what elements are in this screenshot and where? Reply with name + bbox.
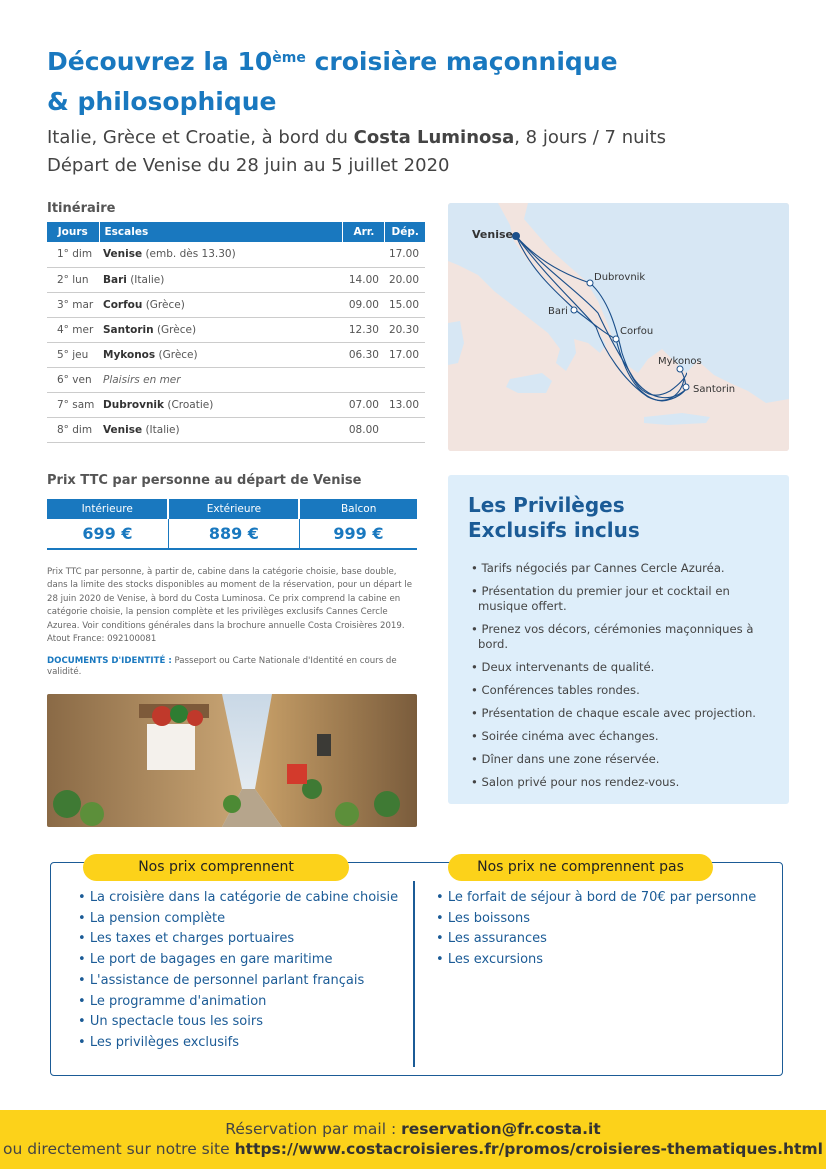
excluded-item-text: Les boissons (447, 910, 531, 926)
included-item-text: La pension complète (89, 910, 226, 926)
privilege-item: • Tarifs négociés par Cannes Cercle Azuréa. (471, 561, 725, 575)
map-label-mykonos: Mykonos (658, 356, 702, 367)
itinerary-note: (Croatie) (164, 398, 214, 411)
privilege-item: • Conférences tables rondes. (471, 683, 640, 697)
itinerary-row (47, 267, 425, 292)
included-item: • Un spectacle tous les soirs (78, 1014, 263, 1030)
itinerary-day: 5° jeu (47, 342, 99, 367)
excluded-item-text: Les assurances (447, 931, 547, 947)
col-header-arrival: Arr. (343, 222, 385, 242)
subtitle-text-b: , 8 jours / 7 nuits (514, 127, 666, 148)
itinerary-port (99, 392, 343, 417)
col-header-ports: Escales (99, 222, 343, 242)
itinerary-body (47, 242, 425, 442)
itinerary-port (99, 292, 343, 317)
included-list (78, 888, 398, 1054)
itinerary-port (99, 317, 343, 342)
included-item: • Le port de bagages en gare maritime (78, 952, 333, 968)
excluded-item: • Le forfait de séjour à bord de 70€ par personne (436, 890, 757, 905)
documents-note (47, 656, 419, 678)
prices-table (47, 499, 417, 550)
port-marker-venise (512, 232, 520, 240)
included-item-text: Le port de bagages en gare maritime (89, 952, 333, 968)
page-title (47, 42, 747, 122)
itinerary-departure: 13.00 (385, 392, 425, 417)
privileges-panel (448, 475, 789, 804)
itinerary-departure: 17.00 (385, 342, 425, 367)
excluded-item: • Les boissons (436, 910, 531, 926)
included-item: • Les privilèges exclusifs (78, 1034, 239, 1050)
privilege-item: • Prenez vos décors, cérémonies maçonniques à bord. (471, 622, 754, 651)
privilege-text: Présentation du premier jour et cocktail en musique offert. (478, 584, 730, 613)
privilege-item: • Deux intervenants de qualité. (471, 660, 655, 674)
itinerary-arrival: 08.00 (343, 417, 385, 442)
included-item: • L'assistance de personnel parlant français (78, 972, 365, 988)
itinerary-day: 2° lun (47, 267, 99, 292)
privilege-item: • Dîner dans une zone réservée. (471, 752, 660, 766)
itinerary-note: (Italie) (126, 273, 165, 286)
privileges-title-line-1: Les Privilèges (468, 493, 625, 517)
itinerary-header-row (47, 222, 425, 242)
subtitle (47, 124, 787, 180)
included-item-text: L'assistance de personnel parlant français (89, 972, 365, 988)
itinerary-row (47, 392, 425, 417)
itinerary-day: 6° ven (47, 367, 99, 392)
privilege-item: • Présentation du premier jour et cocktail en musique offert. (471, 584, 730, 613)
itinerary-row (47, 292, 425, 317)
included-item-text: Les privilèges exclusifs (89, 1034, 239, 1050)
privilege-text: Conférences tables rondes. (481, 683, 640, 697)
map-label-corfou: Corfou (620, 326, 654, 337)
itinerary-note: (Italie) (142, 423, 180, 436)
included-item: • Le programme d'animation (78, 993, 267, 1009)
excluded-heading: Nos prix ne comprennent pas (448, 854, 713, 881)
price-exterior: 889 € (168, 519, 299, 549)
included-item: • La pension complète (78, 910, 226, 926)
title-line-2: & philosophique (47, 87, 277, 116)
street-photo (47, 694, 417, 827)
itinerary-port (99, 342, 343, 367)
itinerary-departure: 20.00 (385, 267, 425, 292)
itinerary-port (99, 367, 343, 392)
subtitle-line-2: Départ de Venise du 28 juin au 5 juillet 2020 (47, 155, 450, 176)
itinerary-port-name: Dubrovnik (103, 398, 165, 411)
included-item-text: Les taxes et charges portuaires (89, 931, 295, 947)
privilege-text: Prenez vos décors, cérémonies maçonniques à bord. (478, 622, 754, 651)
route-map (448, 203, 789, 451)
itinerary-day: 4° mer (47, 317, 99, 342)
col-header-days: Jours (47, 222, 99, 242)
included-heading: Nos prix comprennent (83, 854, 349, 881)
privilege-text: Dîner dans une zone réservée. (481, 752, 660, 766)
itinerary-port-name: Santorin (103, 323, 154, 336)
port-marker-bari (571, 307, 577, 313)
privilege-text: Salon privé pour nos rendez-vous. (481, 775, 680, 789)
privilege-item: • Salon privé pour nos rendez-vous. (471, 775, 680, 789)
itinerary-port-name: Venise (103, 248, 143, 261)
footer-site-prefix: ou directement sur notre site (3, 1140, 235, 1158)
itinerary-arrival: 12.30 (343, 317, 385, 342)
title-text-b: croisière maçonnique (305, 47, 618, 76)
itinerary-arrival (343, 367, 385, 392)
title-text-a: Découvrez la 10 (47, 47, 273, 76)
itinerary-departure: 15.00 (385, 292, 425, 317)
price-header-balcony: Balcon (299, 499, 417, 519)
itinerary-departure: 20.30 (385, 317, 425, 342)
route-map-svg (448, 203, 789, 451)
itinerary-table (47, 222, 425, 443)
itinerary-departure (385, 367, 425, 392)
itinerary-port-name: Venise (103, 423, 143, 436)
booking-site-link[interactable]: https://www.costacroisieres.fr/promos/croisieres-thematiques.html (234, 1140, 823, 1158)
price-header-exterior: Extérieure (168, 499, 299, 519)
booking-email-link[interactable]: reservation@fr.costa.it (401, 1120, 601, 1138)
ship-name: Costa Luminosa (353, 127, 515, 148)
itinerary-day: 3° mar (47, 292, 99, 317)
excluded-item-text: Les excursions (447, 952, 544, 968)
itinerary-row (47, 367, 425, 392)
itinerary-note: Plaisirs en mer (103, 373, 181, 386)
itinerary-row (47, 417, 425, 442)
itinerary-arrival: 07.00 (343, 392, 385, 417)
map-label-santorin: Santorin (693, 384, 736, 395)
port-marker-dubrovnik (587, 280, 593, 286)
privilege-text: Tarifs négociés par Cannes Cercle Azuréa. (481, 561, 725, 575)
itinerary-port-name: Mykonos (103, 348, 156, 361)
itinerary-port (99, 417, 343, 442)
itinerary-row (47, 317, 425, 342)
privilege-text: Présentation de chaque escale avec projection. (481, 706, 756, 720)
itinerary-arrival (343, 242, 385, 267)
itinerary-day: 7° sam (47, 392, 99, 417)
subtitle-text-a: Italie, Grèce et Croatie, à bord du (47, 127, 354, 148)
documents-text: Passeport ou Carte Nationale d'Identité en cours de validité. (47, 656, 397, 677)
price-interior: 699 € (47, 519, 168, 549)
footer-mail-prefix: Réservation par mail : (225, 1120, 402, 1138)
fine-print: Prix TTC par personne, à partir de, cabine dans la catégorie choisie, base double, dans la limite des stocks disponibles au moment de la réservation, pour un départ le 28 juin 2020 de Venise, à bord du Costa Luminosa. Ce prix comprend la cabine en catégorie choisie, la pension complète et les privilèges exclusifs Cannes Cercle Azurea. Voir conditions générales dans la brochure annuelle Costa Croisières 2019. Atout France: 092100081 (47, 567, 413, 645)
itinerary-arrival: 14.00 (343, 267, 385, 292)
excluded-list (436, 888, 756, 971)
col-header-departure: Dép. (385, 222, 425, 242)
privileges-list (468, 561, 769, 790)
excluded-item: • Les assurances (436, 931, 547, 947)
footer-line-2 (0, 1139, 826, 1159)
included-item: • La croisière dans la catégorie de cabine choisie (78, 890, 399, 905)
price-balcony: 999 € (299, 519, 417, 549)
included-item: • Les taxes et charges portuaires (78, 931, 295, 947)
itinerary-day: 1° dim (47, 242, 99, 267)
privileges-title-line-2: Exclusifs inclus (468, 518, 640, 542)
footer-line-1 (0, 1119, 826, 1139)
itinerary-note: (Grèce) (142, 298, 185, 311)
included-item-text: La croisière dans la catégorie de cabine choisie (89, 890, 399, 905)
privileges-title (468, 493, 769, 543)
itinerary-departure (385, 417, 425, 442)
itinerary-label: Itinéraire (47, 201, 116, 216)
itinerary-departure: 17.00 (385, 242, 425, 267)
map-label-bari: Bari (548, 306, 568, 317)
prices-header-row (47, 499, 417, 519)
itinerary-note: (emb. dès 13.30) (142, 248, 236, 261)
documents-label: DOCUMENTS D'IDENTITÉ : (47, 656, 172, 666)
included-item-text: Un spectacle tous les soirs (89, 1014, 263, 1030)
port-marker-corfou (613, 336, 619, 342)
street-photo-svg (47, 694, 417, 827)
itinerary-arrival: 06.30 (343, 342, 385, 367)
map-label-dubrovnik: Dubrovnik (594, 272, 646, 283)
itinerary-arrival: 09.00 (343, 292, 385, 317)
privilege-item: • Soirée cinéma avec échanges. (471, 729, 659, 743)
price-header-interior: Intérieure (47, 499, 168, 519)
itinerary-row (47, 242, 425, 267)
itinerary-port (99, 267, 343, 292)
title-superscript: ème (272, 50, 306, 66)
privilege-text: Deux intervenants de qualité. (481, 660, 655, 674)
prices-value-row (47, 519, 417, 549)
subtitle-line-1 (47, 124, 787, 152)
booking-footer (0, 1110, 826, 1169)
itinerary-note: (Grèce) (155, 348, 198, 361)
privilege-item: • Présentation de chaque escale avec projection. (471, 706, 756, 720)
itinerary-day: 8° dim (47, 417, 99, 442)
itinerary-row (47, 342, 425, 367)
excluded-item: • Les excursions (436, 952, 544, 968)
privilege-text: Soirée cinéma avec échanges. (481, 729, 659, 743)
map-label-venise: Venise (472, 228, 513, 241)
itinerary-port-name: Corfou (103, 298, 143, 311)
itinerary-port (99, 242, 343, 267)
conditions-divider (413, 881, 415, 1067)
itinerary-note: (Grèce) (153, 323, 197, 336)
port-marker-santorin (683, 384, 689, 390)
title-line-1 (47, 42, 747, 82)
excluded-item-text: Le forfait de séjour à bord de 70€ par personne (447, 890, 757, 905)
itinerary-port-name: Bari (103, 273, 127, 286)
included-item-text: Le programme d'animation (89, 993, 267, 1009)
prices-label: Prix TTC par personne au départ de Venise (47, 473, 362, 488)
